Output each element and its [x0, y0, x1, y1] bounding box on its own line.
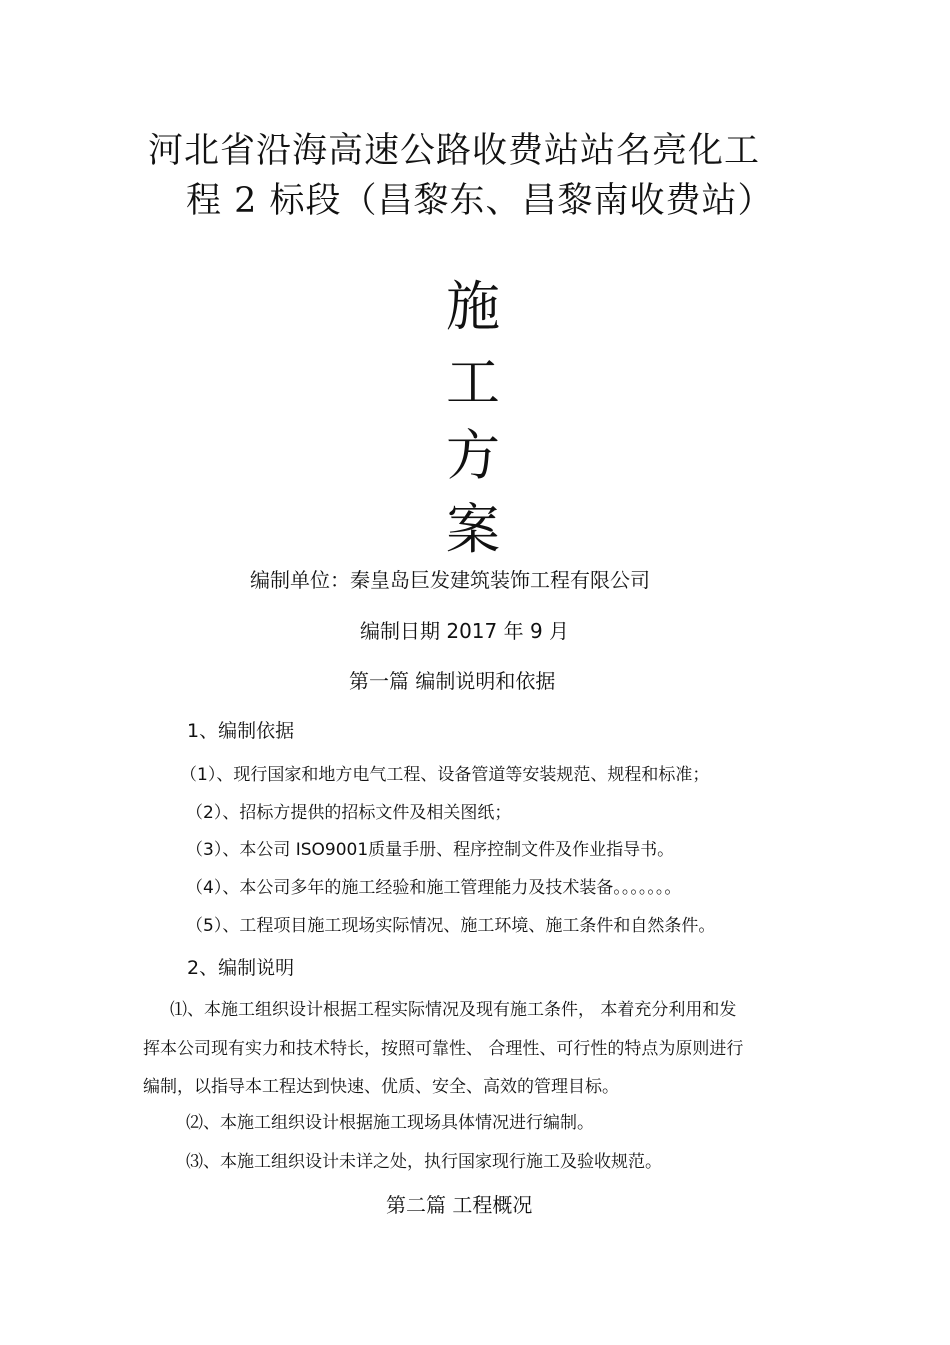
- basis-item-1: （1）、现行国家和地方电气工程、设备管道等安装规范、规程和标准；: [180, 765, 710, 785]
- big-title-char-1: 施: [446, 275, 500, 338]
- compiler-unit: 编制单位：秦皇岛巨发建筑装饰工程有限公司: [250, 568, 650, 592]
- basis-item-5: （5）、工程项目施工现场实际情况、施工环境、施工条件和自然条件。: [186, 916, 716, 936]
- title-line-1: 河北省沿海高速公路收费站站名亮化工: [148, 131, 761, 171]
- basis-item-4: （4）、本公司多年的施工经验和施工管理能力及技术装备。。。。。。。: [186, 878, 682, 898]
- basis-item-3: （3）、本公司 ISO9001质量手册、程序控制文件及作业指导书。: [186, 840, 675, 860]
- explanation-para1-line3: 编制，以指导本工程达到快速、优质、安全、高效的管理目标。: [143, 1077, 619, 1097]
- big-title-char-2: 工: [446, 351, 500, 414]
- section1-heading: 1、编制依据: [187, 720, 295, 742]
- explanation-para1-line2: 挥本公司现有实力和技术特长，按照可靠性、 合理性、可行性的特点为原则进行: [143, 1039, 744, 1059]
- explanation-para1-line1: ⑴、本施工组织设计根据工程实际情况及现有施工条件， 本着充分利用和发: [170, 1000, 737, 1020]
- part1-title: 第一篇 编制说明和依据: [349, 669, 556, 693]
- title-line-2: 程 2 标段（昌黎东、昌黎南收费站）: [186, 181, 774, 221]
- part2-title: 第二篇 工程概况: [386, 1193, 533, 1217]
- big-title-char-4: 案: [446, 498, 500, 561]
- basis-item-2: （2）、招标方提供的招标文件及相关图纸；: [186, 803, 512, 823]
- explanation-para2: ⑵、本施工组织设计根据施工现场具体情况进行编制。: [186, 1113, 594, 1133]
- compile-date: 编制日期 2017 年 9 月: [360, 619, 570, 643]
- explanation-para3: ⑶、本施工组织设计未详之处，执行国家现行施工及验收规范。: [186, 1152, 662, 1172]
- section2-heading: 2、编制说明: [187, 957, 295, 979]
- big-title-char-3: 方: [446, 424, 500, 487]
